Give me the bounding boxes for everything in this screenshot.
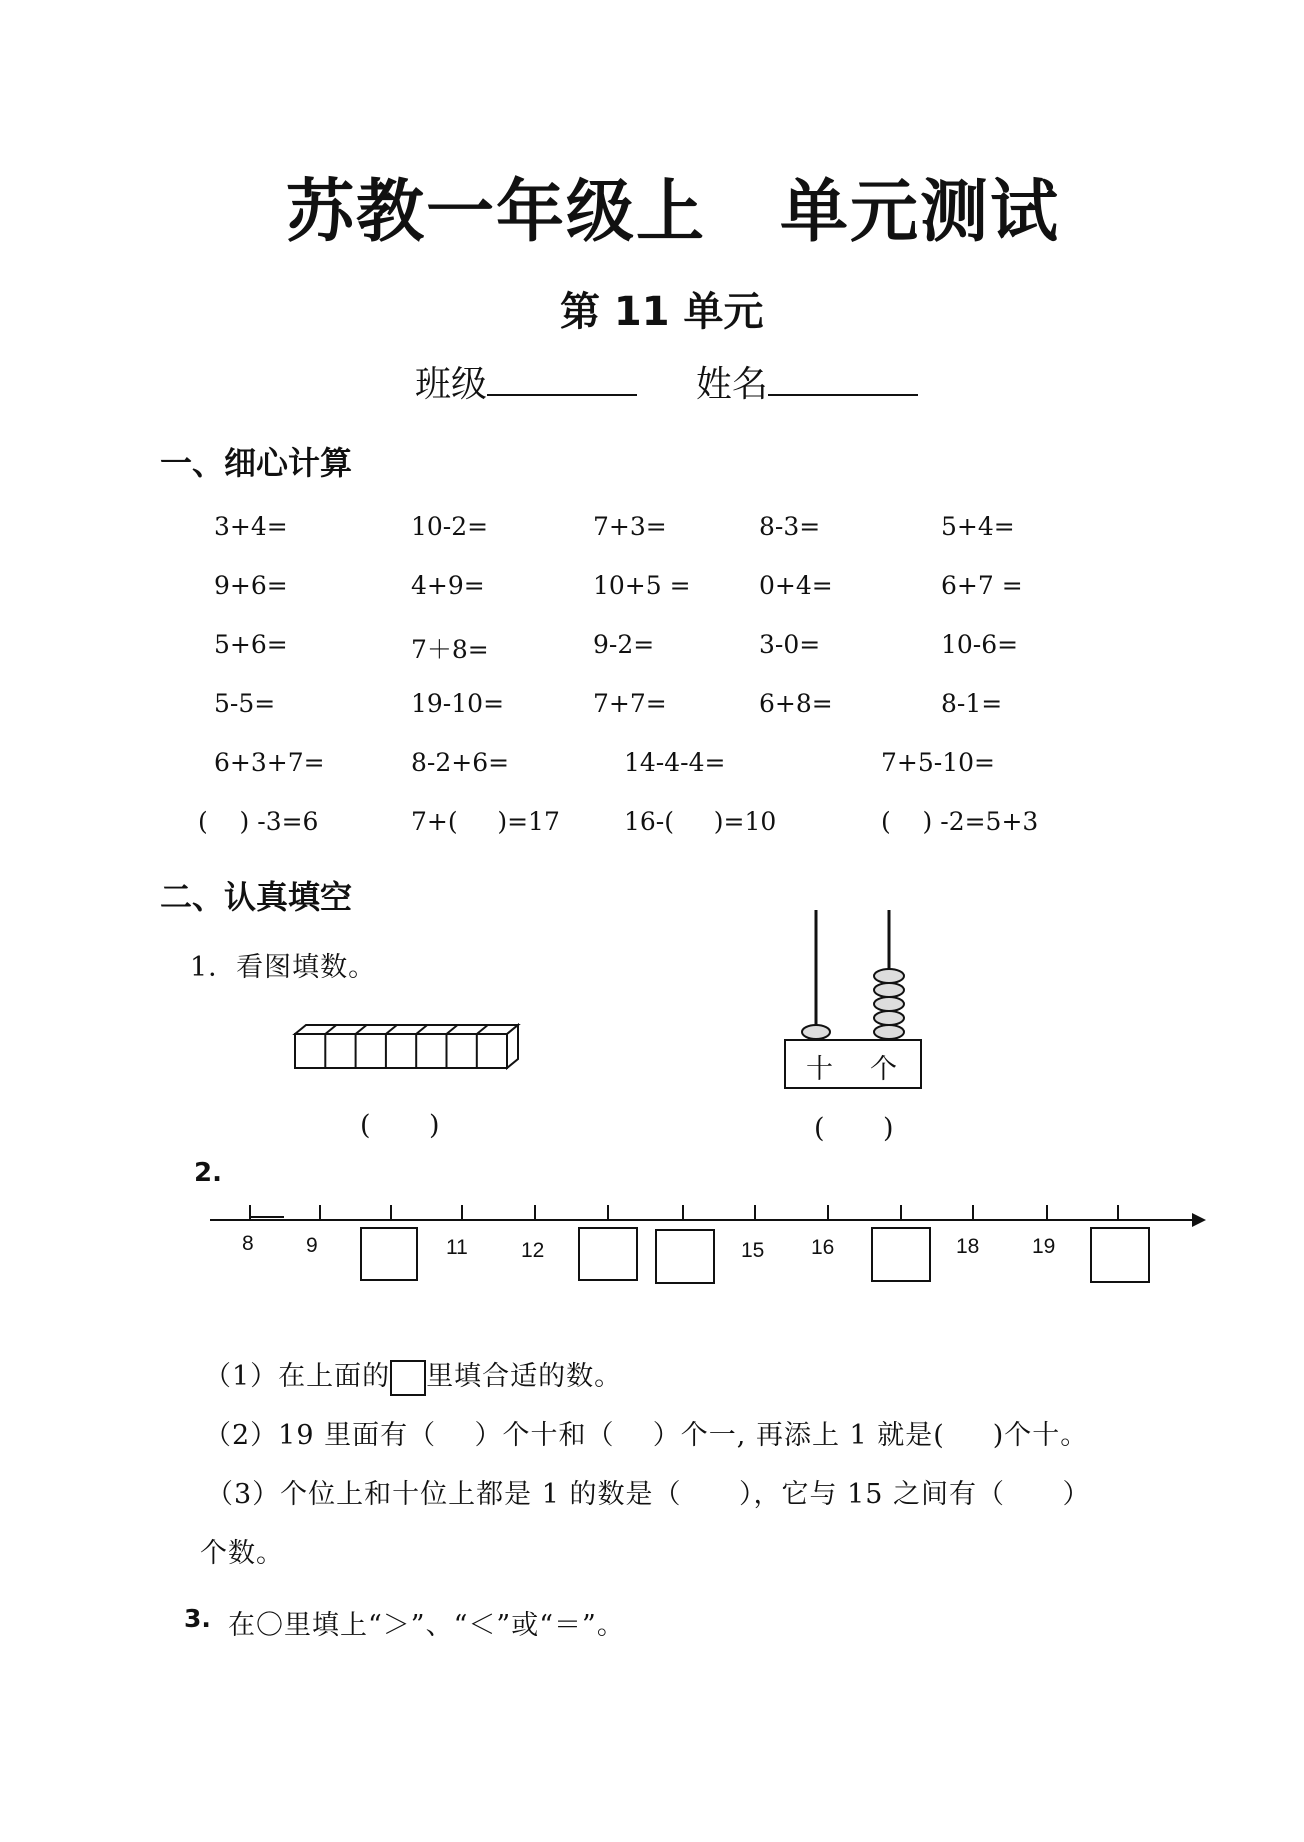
number-line-label: 9 bbox=[306, 1234, 318, 1257]
abacus-figure bbox=[784, 910, 924, 1090]
problem: 16-( )=10 bbox=[624, 807, 777, 836]
problem: 7＋8= bbox=[411, 635, 489, 664]
name-label: 姓名 bbox=[695, 364, 768, 405]
problem: 4+9= bbox=[411, 571, 485, 600]
problem: 7+( )=17 bbox=[411, 807, 560, 836]
section-1-title: 一、细心计算 bbox=[160, 444, 353, 482]
number-line-answer-box[interactable] bbox=[655, 1229, 715, 1284]
problem: 10-6= bbox=[941, 630, 1019, 659]
q2-sub3: （3）个位上和十位上都是 1 的数是（ ），它与 15 之间有（ ） bbox=[206, 1479, 1091, 1510]
number-line-label: 19 bbox=[1032, 1235, 1056, 1258]
number-line-label: 15 bbox=[741, 1239, 765, 1262]
abacus-answer-blank[interactable]: ( ) bbox=[814, 1113, 895, 1144]
question-3-text: 在〇里填上“＞”、“＜”或“＝”。 bbox=[228, 1610, 625, 1641]
class-blank[interactable] bbox=[487, 360, 637, 396]
question-1-label: 1．看图填数。 bbox=[190, 952, 377, 983]
abacus-ones-label: 个 bbox=[870, 1054, 898, 1085]
q2-sub1 bbox=[204, 1354, 622, 1396]
problem: 5-5= bbox=[214, 689, 276, 718]
name-blank[interactable] bbox=[768, 360, 918, 396]
q2-sub2: （2）19 里面有（ ）个十和（ ）个一, 再添上 1 就是( )个十。 bbox=[204, 1420, 1089, 1451]
problem: 9-2= bbox=[593, 630, 655, 659]
section-2-title: 二、认真填空 bbox=[160, 878, 353, 916]
cube-stick-figure bbox=[294, 1024, 524, 1070]
page-title-left: 苏教一年级上 bbox=[286, 173, 707, 252]
q2-sub3-continued: 个数。 bbox=[200, 1538, 284, 1569]
number-line-label: 16 bbox=[811, 1236, 835, 1259]
question-2-label: 2. bbox=[194, 1158, 222, 1188]
problem: 6+3+7= bbox=[214, 748, 325, 777]
problem: 19-10= bbox=[411, 689, 505, 718]
problem: 7+3= bbox=[593, 512, 667, 541]
abacus-tens-label: 十 bbox=[806, 1054, 834, 1085]
q2-sub1-before: （1）在上面的 bbox=[204, 1361, 391, 1392]
problem: 7+7= bbox=[593, 689, 667, 718]
problem: 9+6= bbox=[214, 571, 288, 600]
problem: ( ) -3=6 bbox=[198, 807, 319, 836]
problem: 5+6= bbox=[214, 630, 288, 659]
q2-sub1-after: 里填合适的数。 bbox=[426, 1361, 623, 1392]
number-line-answer-box[interactable] bbox=[578, 1227, 638, 1281]
number-line-answer-box[interactable] bbox=[1090, 1227, 1150, 1283]
problem: 6+7 = bbox=[941, 571, 1023, 600]
problem: 7+5-10= bbox=[881, 748, 995, 777]
problem: 3+4= bbox=[214, 512, 288, 541]
problem: 8-1= bbox=[941, 689, 1003, 718]
number-line-label: 11 bbox=[446, 1236, 468, 1259]
problem: 3-0= bbox=[759, 630, 821, 659]
problem: 8-3= bbox=[759, 512, 821, 541]
problem: 6+8= bbox=[759, 689, 833, 718]
problem: 8-2+6= bbox=[411, 748, 510, 777]
page-title-right: 单元测试 bbox=[780, 173, 1061, 252]
problem: 5+4= bbox=[941, 512, 1015, 541]
cube-answer-blank[interactable]: ( ) bbox=[360, 1110, 441, 1141]
problem: 10-2= bbox=[411, 512, 489, 541]
answer-box-icon bbox=[390, 1360, 426, 1396]
number-line-label: 12 bbox=[521, 1239, 545, 1262]
question-3-label: 3. bbox=[184, 1604, 211, 1633]
number-line-label: 18 bbox=[956, 1235, 980, 1258]
problem: 10+5 = bbox=[593, 571, 691, 600]
problem: 14-4-4= bbox=[624, 748, 726, 777]
problem: 0+4= bbox=[759, 571, 833, 600]
number-line-answer-box[interactable] bbox=[871, 1227, 931, 1282]
problem: ( ) -2=5+3 bbox=[881, 807, 1039, 836]
number-line-label: 8 bbox=[242, 1232, 254, 1255]
student-info bbox=[415, 356, 918, 407]
class-label: 班级 bbox=[415, 364, 488, 405]
unit-subtitle: 第 11 单元 bbox=[560, 289, 764, 335]
number-line-answer-box[interactable] bbox=[360, 1227, 418, 1281]
